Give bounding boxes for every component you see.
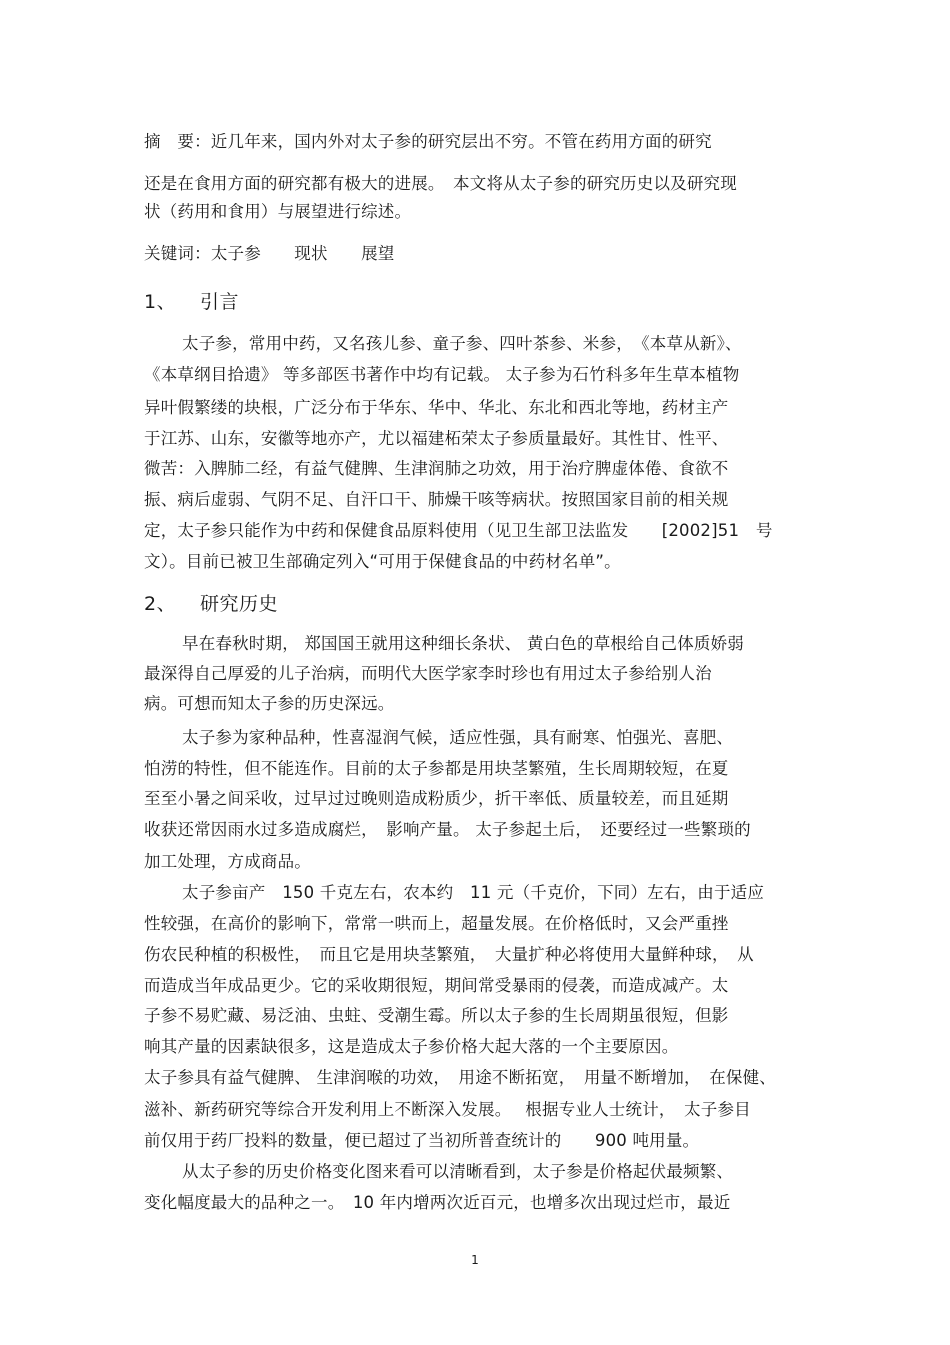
section-2-line: 早在春秋时期， 郑国国王就用这种细长条状、 黄白色的草根给自己体质娇弱 [182,634,744,653]
abstract-line-2: 还是在食用方面的研究都有极大的进展。 本文将从太子参的研究历史以及研究现 [144,174,737,193]
section-2-line: 变化幅度最大的品种之一。 10 年内增两次近百元，也增多次出现过烂市，最近 [144,1193,731,1212]
abstract-line-1 [144,130,712,154]
section-2-line: 怕涝的特性，但不能连作。目前的太子参都是用块茎繁殖，生长周期较短，在夏 [144,759,729,778]
abstract-label: 摘 要 [144,132,195,151]
section-1-line: 异叶假繁缕的块根，广泛分布于华东、华中、华北、东北和西北等地，药材主产 [144,398,729,417]
section-1-line: 太子参，常用中药，又名孩儿参、童子参、四叶茶参、米参， 《本草从新》、 [182,334,742,353]
section-2-line: 子参不易贮藏、易泛油、虫蛀、受潮生霉。所以太子参的生长周期虽很短，但影 [144,1006,729,1025]
section-2-line: 病。可想而知太子参的历史深远。 [144,694,395,713]
section-1-line: 振、病后虚弱、气阴不足、自汗口干、肺燥干咳等病状。按照国家目前的相关规 [144,490,729,509]
section-2-line: 收获还常因雨水过多造成腐烂， 影响产量。 太子参起土后， 还要经过一些繁琐的 [144,820,751,839]
section-2-line: 而造成当年成品更少。它的采收期很短，期间常受暴雨的侵袭，而造成减产。太 [144,976,729,995]
section-2-line: 太子参亩产 150 千克左右，农本约 11 元（千克价，下同）左右，由于适应 [182,883,765,902]
section-2-line: 从太子参的历史价格变化图来看可以清晰看到，太子参是价格起伏最频繁、 [182,1162,734,1181]
section-2-line: 至至小暑之间采收，过早过过晚则造成粉质少，折干率低、质量较差，而且延期 [144,789,729,808]
page-number: 1 [471,1253,479,1267]
section-2-line: 响其产量的因素缺很多，这是造成太子参价格大起大落的一个主要原因。 [144,1037,679,1056]
section-2-number: 2、 [144,593,177,615]
section-1-number: 1、 [144,291,177,313]
section-2-line: 最深得自己厚爱的儿子治病，而明代大医学家李时珍也有用过太子参给别人治 [144,664,712,683]
abstract-line-3: 状（药用和食用）与展望进行综述。 [144,202,412,221]
section-2-line: 太子参具有益气健脾、 生津润喉的功效， 用途不断拓宽， 用量不断增加， 在保健、 [144,1068,776,1087]
section-2-heading [144,592,278,616]
section-2-line: 太子参为家种品种，性喜湿润气候，适应性强，具有耐寒、怕强光、喜肥、 [182,728,734,747]
section-1-title: 引言 [200,291,240,313]
section-1-line: 于江苏、山东，安徽等地亦产，尤以福建柘荣太子参质量最好。其性甘、性平、 [144,429,729,448]
section-2-line: 加工处理，方成商品。 [144,852,311,871]
section-1-line: 微苦：入脾肺二经，有益气健脾、生津润肺之功效，用于治疗脾虚体倦、食欲不 [144,459,729,478]
section-2-line: 性较强，在高价的影响下，常常一哄而上，超量发展。在价格低时，又会严重挫 [144,914,729,933]
section-2-title: 研究历史 [200,593,279,615]
keywords-text: 太子参 现状 展望 [210,244,395,263]
section-1-line: 定，太子参只能作为中药和保健食品原料使用（见卫生部卫法监发 [2002]51 号 [144,521,773,540]
section-1-heading [144,290,239,314]
abstract-text-1: ：近几年来，国内外对太子参的研究层出不穷。不管在药用方面的研究 [194,132,712,151]
section-2-line: 伤农民种植的积极性， 而且它是用块茎繁殖， 大量扩种必将使用大量鲜种球， 从 [144,945,754,964]
section-1-line: 文）。目前已被卫生部确定列入“可用于保健食品的中药材名单”。 [144,552,621,571]
section-1-line: 《本草纲目拾遗》 等多部医书著作中均有记载。 太子参为石竹科多年生草本植物 [144,365,740,384]
keywords-label: 关键词： [144,244,211,263]
keywords-line [144,242,395,266]
section-2-line: 前仅用于药厂投料的数量，便已超过了当初所普查统计的 900 吨用量。 [144,1131,700,1150]
section-2-line: 滋补、新药研究等综合开发利用上不断深入发展。 根据专业人士统计， 太子参目 [144,1100,751,1119]
